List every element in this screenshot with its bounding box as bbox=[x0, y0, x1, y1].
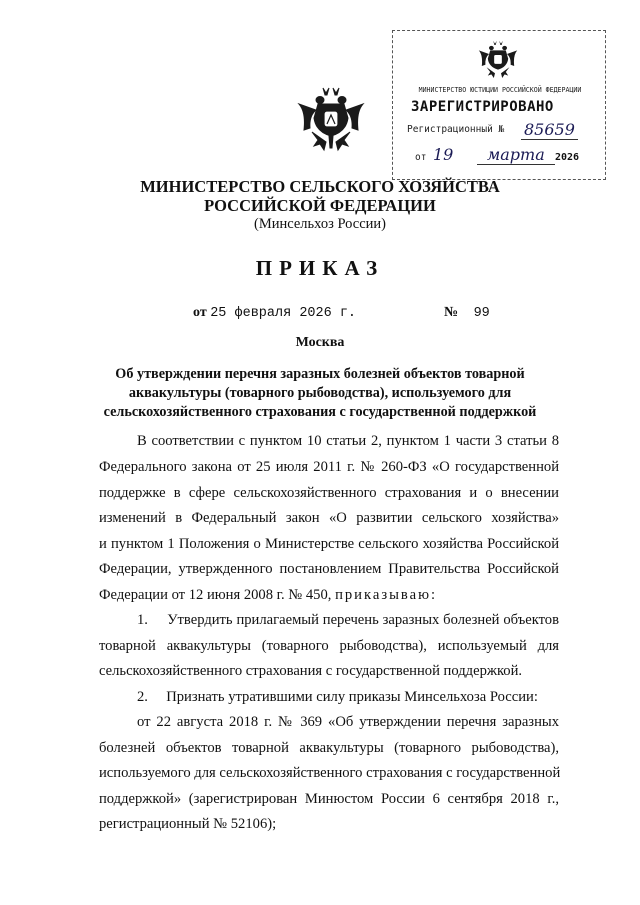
ministry-name-line-2: РОССИЙСКОЙ ФЕДЕРАЦИИ bbox=[204, 196, 436, 215]
item-2a-line: регистрационный № 52106); bbox=[99, 816, 277, 832]
body-line: изменений в Федеральный закон «О развитии сельского хозяйства» bbox=[99, 510, 559, 526]
order-number bbox=[444, 305, 490, 321]
stamp-emblem-icon bbox=[477, 38, 519, 82]
body-line bbox=[99, 586, 437, 604]
document-title: ПРИКАЗ bbox=[255, 256, 385, 280]
preamble-end: Федерации от 12 июня 2008 г. № 450, bbox=[99, 587, 332, 603]
stamp-registered-text: ЗАРЕГИСТРИРОВАНО bbox=[411, 99, 554, 115]
city-name: Москва bbox=[295, 335, 345, 350]
coat-of-arms-emblem bbox=[296, 84, 366, 156]
ministry-short-name: (Минсельхоз России) bbox=[254, 216, 386, 232]
registration-stamp bbox=[392, 30, 606, 180]
body-line: и пунктом 1 Положения о Министерстве сельского хозяйства Российской bbox=[99, 536, 559, 552]
order-date bbox=[193, 305, 356, 321]
item-1-line: товарной аквакультуры (товарного рыбоводства), используемый для bbox=[99, 638, 559, 654]
subject-line: сельскохозяйственного страхования с государственной поддержкой bbox=[103, 404, 537, 420]
stamp-regnum-value: 85659 bbox=[521, 120, 578, 140]
body-line: Федерального закона от 25 июля 2011 г. № 260-ФЗ «О государственной bbox=[99, 459, 559, 475]
ministry-name-line-1: МИНИСТЕРСТВО СЕЛЬСКОГО ХОЗЯЙСТВА bbox=[140, 177, 500, 196]
stamp-date-month: марта bbox=[477, 145, 555, 165]
stamp-regnum-label: Регистрационный № bbox=[407, 124, 505, 135]
body-line: Федерации, утвержденного постановлением Правительства Российской bbox=[99, 561, 559, 577]
order-date-value: 25 февраля 2026 г. bbox=[210, 306, 357, 321]
order-number-value: 99 bbox=[473, 306, 490, 321]
stamp-date-day: 19 bbox=[433, 145, 454, 164]
item-2a-line: от 22 августа 2018 г. № 369 «Об утверждении перечня заразных bbox=[137, 714, 559, 730]
body-line: В соответствии с пунктом 10 статьи 2, пунктом 1 части 3 статьи 8 bbox=[137, 433, 559, 449]
body-line: поддержке в сфере сельскохозяйственного страхования и о внесении bbox=[99, 485, 559, 501]
item-1-line: 1. Утвердить прилагаемый перечень заразных болезней объектов bbox=[137, 612, 559, 628]
item-1-line: сельскохозяйственного страхования с государственной поддержкой. bbox=[99, 663, 523, 679]
item-2-line: 2. Признать утратившими силу приказы Минсельхоза России: bbox=[137, 689, 538, 705]
subject-line: аквакультуры (товарного рыбоводства), используемого для bbox=[128, 385, 512, 401]
stamp-date-year: 2026 bbox=[555, 152, 580, 163]
item-2a-line: болезней объектов товарной аквакультуры (товарного рыбоводства), bbox=[99, 740, 559, 756]
item-2a-line: поддержкой» (зарегистрирован Минюстом России 6 сентября 2018 г., bbox=[99, 791, 559, 807]
order-date-label: от bbox=[193, 305, 207, 320]
stamp-ministry-text: МИНИСТЕРСТВО ЮСТИЦИИ РОССИЙСКОЙ ФЕДЕРАЦИИ bbox=[418, 86, 582, 94]
stamp-date-prefix: от bbox=[415, 152, 427, 163]
item-2a-line: используемого для сельскохозяйственного страхования с государственной bbox=[99, 765, 561, 781]
subject-line: Об утверждении перечня заразных болезней объектов товарной bbox=[115, 366, 525, 382]
order-number-label: № bbox=[444, 305, 459, 320]
order-word: приказываю: bbox=[335, 587, 438, 603]
